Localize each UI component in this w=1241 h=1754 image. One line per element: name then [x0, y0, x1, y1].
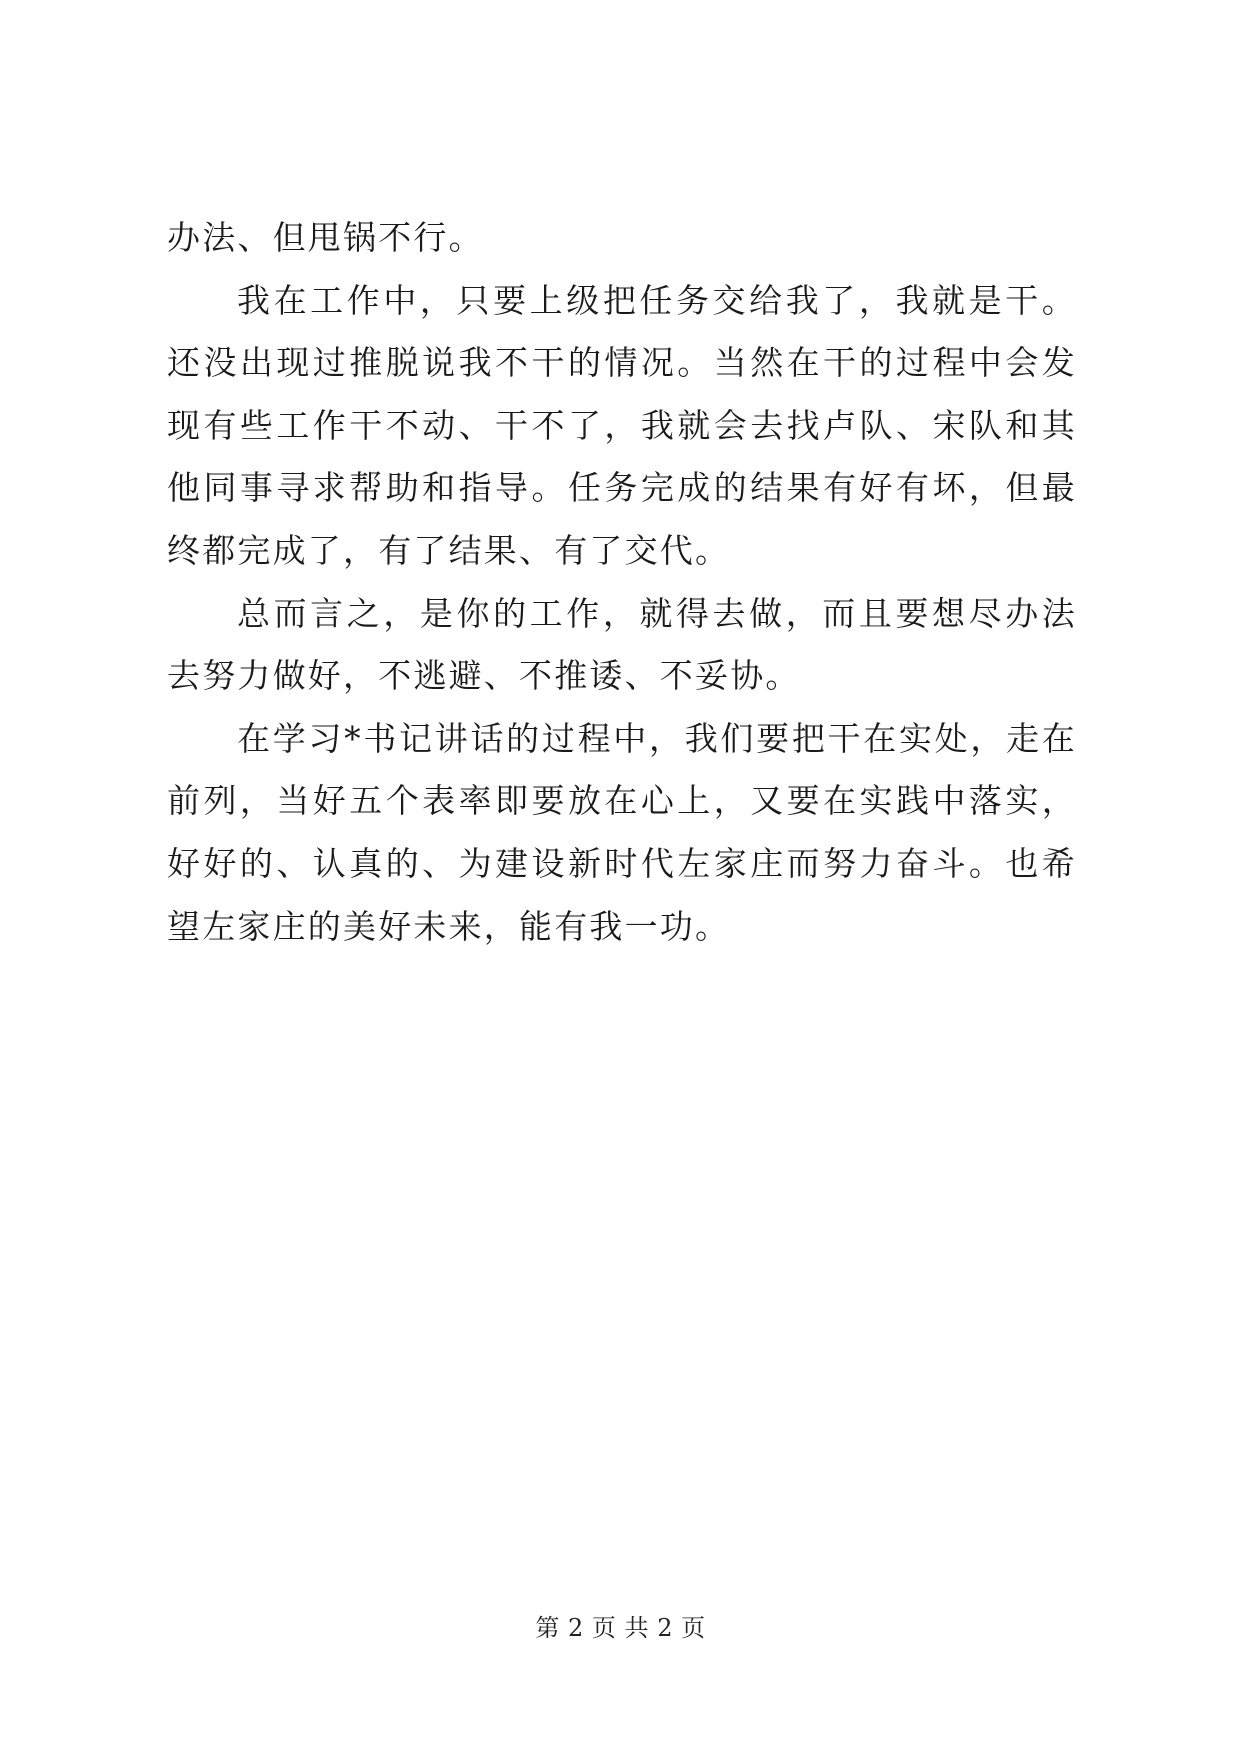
- document-body: [167, 207, 1077, 958]
- paragraph-continuation: 办法、但甩锅不行。: [167, 218, 484, 257]
- paragraph-conclusion: 在学习*书记讲话的过程中，我们要把干在实处，走在前列，当好五个表率即要放在心上，又要在实践中落实，好好的、认真的、为建设新时代左家庄而努力奋斗。也希望左家庄的美好未来，能有我一功。: [167, 718, 1077, 946]
- paragraph-work-attitude: 我在工作中，只要上级把任务交给我了，我就是干。还没出现过推脱说我不干的情况。当然在干的过程中会发现有些工作干不动、干不了，我就会去找卢队、宋队和其他同事寻求帮助和指导。任务完成的结果有好有坏，但最终都完成了，有了结果、有了交代。: [167, 280, 1077, 570]
- paragraph-summary: 总而言之，是你的工作，就得去做，而且要想尽办法去努力做好，不逃避、不推诿、不妥协。: [167, 593, 1077, 696]
- page-number-footer: 第 2 页 共 2 页: [535, 1614, 706, 1642]
